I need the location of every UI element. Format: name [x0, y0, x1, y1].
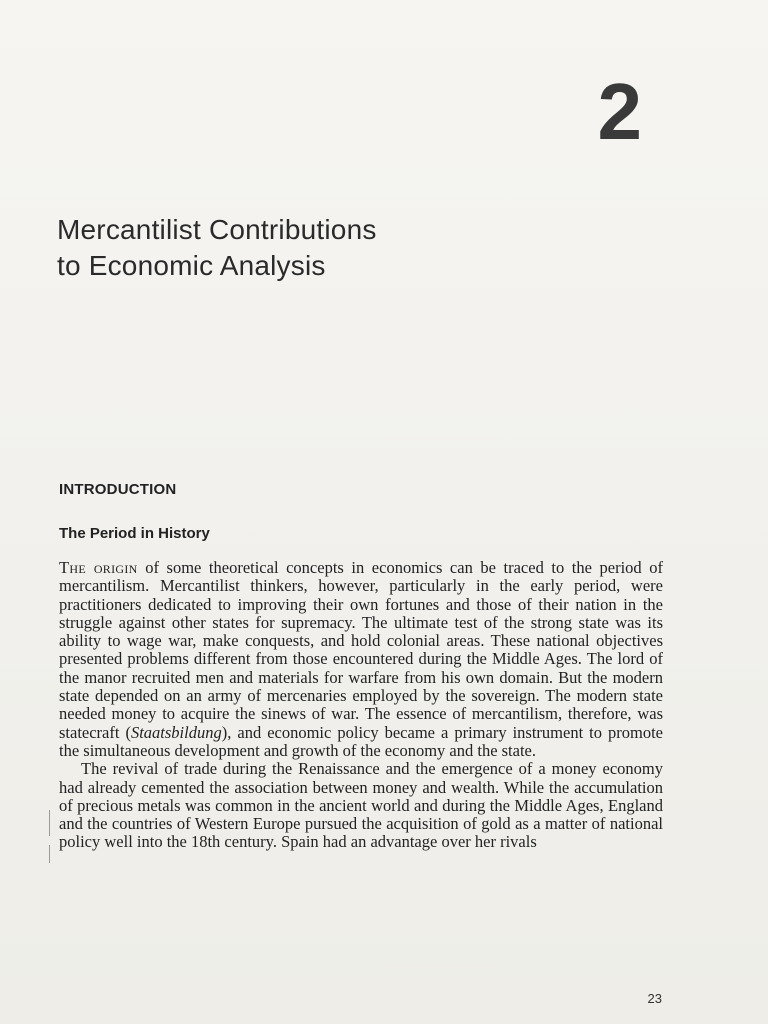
body-text [59, 559, 663, 852]
subsection-heading: The Period in History [59, 525, 210, 542]
page-number: 23 [647, 991, 662, 1006]
section-heading: INTRODUCTION [59, 481, 177, 498]
chapter-title [57, 212, 537, 284]
paragraph-1-text-a: of some theoretical concepts in economics can be traced to the period of mercantilism. Mercantilist thinkers, however, particularly in the early period, were practitioners dedicated to improving their own fortunes and those of their nation in the struggle against other states for supremacy. The ultimate test of the strong state was its ability to wage war, make conquests, and hold colonial areas. These national objectives presented problems different from those encountered during the Middle Ages. The lord of the manor recruited men and materials for warfare from his own domain. But the modern state depended on an army of mercenaries employed by the sovereign. The modern state needed money to acquire the sinews of war. The essence of mercantilism, therefore, was statecraft ( [59, 558, 663, 742]
paragraph-lead: The origin [59, 558, 138, 577]
margin-pencil-mark [49, 845, 50, 863]
paragraph-1-text-b: ), and economic policy became a primary instrument to promote the simultaneous development and growth of the economy and the state. [59, 722, 664, 760]
chapter-title-line-2: to Economic Analysis [57, 250, 326, 281]
chapter-number: 2 [597, 67, 642, 156]
paragraph-1-italic-term: Staatsbildung [130, 722, 222, 742]
chapter-title-line-1: Mercantilist Contributions [57, 214, 377, 245]
margin-pencil-mark [49, 810, 50, 836]
paragraph-2: The revival of trade during the Renaissance and the emergence of a money economy had already cemented the association between money and wealth. While the accumulation of precious metals was common in the ancient world and during the Middle Ages, England and the countries of Western Europe pursued the acquisition of gold as a matter of national policy well into the 18th century. Spain had an advantage over her rivals [59, 759, 663, 852]
paragraph-1 [59, 559, 663, 760]
